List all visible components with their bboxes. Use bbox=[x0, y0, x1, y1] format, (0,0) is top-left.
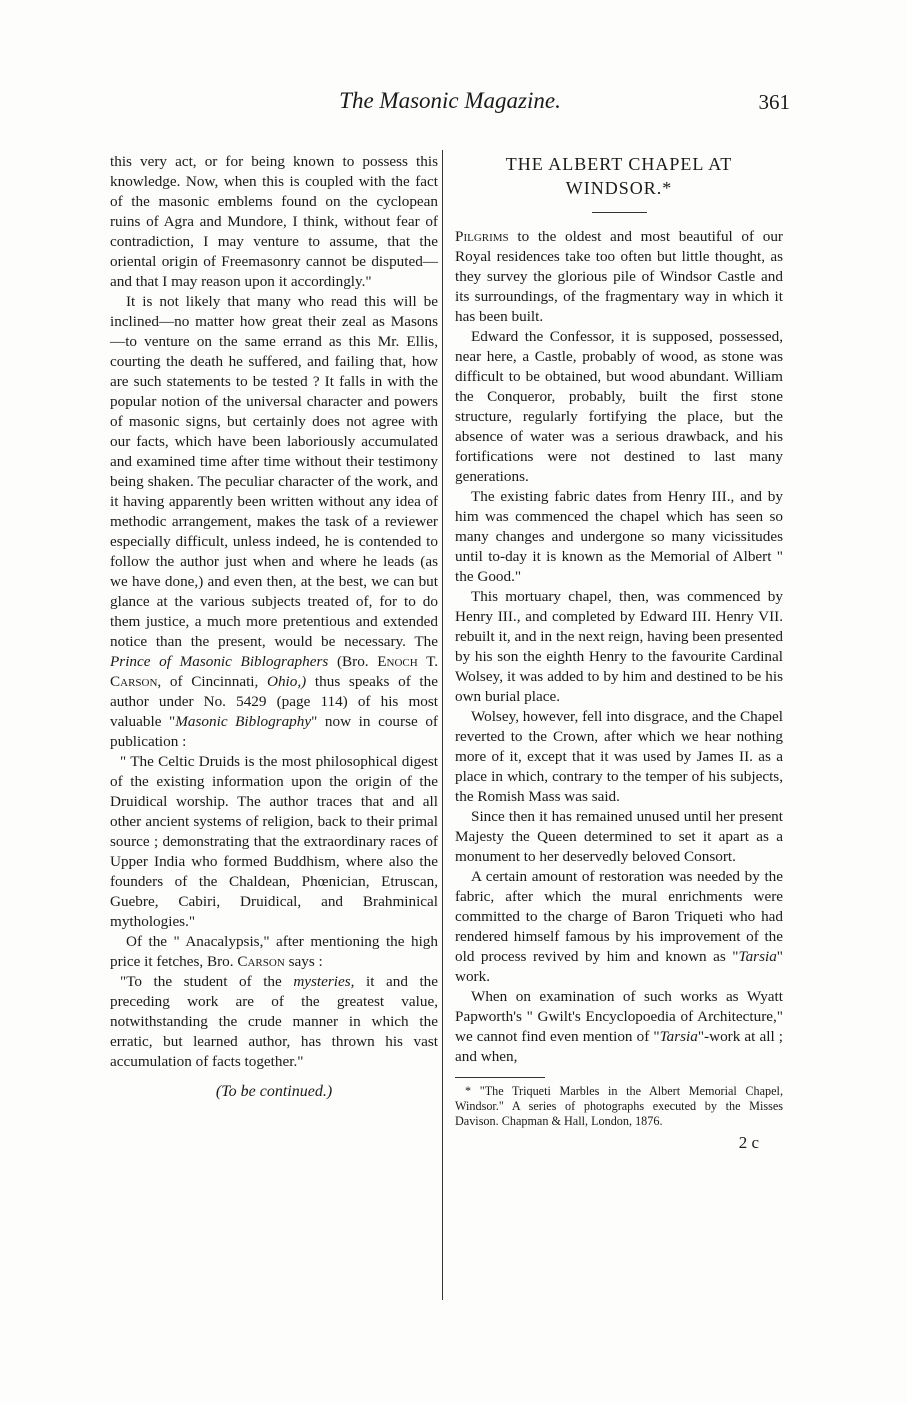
right-p8-text-a: When on examination of such works as Wyatt Papworth's " Gwilt's Encyclopoedia of Architecture," we cannot find even mention of " bbox=[455, 988, 783, 1045]
right-paragraph-2: Edward the Confessor, it is supposed, possessed, near here, a Castle, probably of wood, as stone was difficult to be obtained, but wood abundant. William the Conqueror, probably, built the first stone structure, regularly fortifying the place, but the absence of water was a serious drawback, and his fortifications were not destined to last many generations. bbox=[455, 328, 783, 485]
right-paragraph-1 bbox=[455, 227, 783, 327]
right-p8-italic: Tarsia bbox=[659, 1028, 698, 1045]
right-paragraph-5: Wolsey, however, fell into disgrace, and the Chapel reverted to the Crown, after which we hear nothing more of it, except that it was used by James II. as a place in which, contrary to the temper of his subjects, the Romish Mass was said. bbox=[455, 708, 783, 805]
right-p1-text: to the oldest and most beautiful of our Royal residences take too often but little thought, as they survey the glorious pile of Windsor Castle and its surroundings, of the fragmentary way in which it has been built. bbox=[455, 228, 783, 325]
right-p7-text-a: A certain amount of restoration was needed by the fabric, after which the mural enrichments were committed to the charge of Baron Triqueti who had rendered himself famous by his improvement of the old process revived by him and known as " bbox=[455, 868, 783, 965]
right-p8-text-b: "-work at all ; and when, bbox=[455, 1028, 783, 1065]
to-be-continued: (To be continued.) bbox=[215, 1083, 333, 1100]
heading-rule bbox=[592, 212, 647, 213]
left-p4-text-b: says : bbox=[288, 953, 323, 970]
left-p2-text-d: thus speaks of the author under No. 5429 (page 114) of his most valuable " bbox=[110, 673, 438, 730]
footnote: * "The Triqueti Marbles in the Albert Memorial Chapel, Windsor." A series of photographs executed by the Misses Davison. Chapman & Hall, London, 1876. bbox=[455, 1084, 783, 1128]
left-p2-italic-2: Ohio,) bbox=[267, 673, 307, 690]
article-heading: THE ALBERT CHAPEL AT WINDSOR.* bbox=[505, 154, 733, 198]
footnote-rule bbox=[455, 1077, 545, 1078]
left-p4-smallcaps: Carson bbox=[237, 953, 285, 970]
right-p1-smallcaps: Pilgrims bbox=[455, 228, 509, 245]
left-p2-text-a: It is not likely that many who read this will be inclined—no matter how great their zeal as Masons—to venture on the same errand as this Mr. Ellis, courting the death he suffered, and failing that, how are such statements to be tested ? It falls in with the popular notion of the universal character and powers of masonic signs, but certainly does not agree with our facts, which have been laboriously accumulated and examined time after time without their testimony being shaken. The peculiar character of the work, and it having apparently been written without any idea of methodic arrangement, makes the task of a reviewer especially difficult, unless indeed, he is contended to follow the author just when and where he leads (as we have done,) and even then, at the best, we can but glance at the various subjects treated of, for to do them justice, a much more pretentious and extended notice than the present, would be necessary. The bbox=[110, 293, 438, 650]
right-p7-text-b: " work. bbox=[455, 948, 783, 985]
right-paragraph-3: The existing fabric dates from Henry III., and by him was commenced the chapel which has seen so many changes and undergone so many vicissitudes until to-day it is known as the Memorial of Albert " the Good." bbox=[455, 488, 783, 585]
left-p4-text-a: Of the " Anacalypsis," after mentioning the high price it fetches, Bro. bbox=[110, 933, 438, 970]
right-paragraph-7 bbox=[455, 867, 783, 987]
left-column bbox=[110, 152, 438, 1102]
right-column bbox=[455, 152, 783, 1153]
magazine-title: The Masonic Magazine. bbox=[339, 88, 561, 113]
left-p5-text-a: "To the student of the bbox=[120, 973, 282, 990]
left-p2-italic-1: Prince of Masonic Biblographers bbox=[110, 653, 329, 670]
left-paragraph-4 bbox=[110, 932, 438, 972]
left-paragraph-2 bbox=[110, 292, 438, 752]
right-paragraph-6: Since then it has remained unused until her present Majesty the Queen determined to set it apart as a monument to her deservedly beloved Consort. bbox=[455, 808, 783, 865]
page-number: 361 bbox=[758, 90, 790, 114]
left-p5-italic: mysteries, bbox=[293, 973, 355, 990]
left-paragraph-3: " The Celtic Druids is the most philosophical digest of the existing information upon the origin of the Druidical worship. The author traces that and all other ancient systems of religion, back to their primal source ; demonstrating that the extraordinary races of Upper India who formed Buddhism, where also the founders of the Chaldean, Phœnician, Etruscan, Guebre, Cabiri, Druidical, and Brahminical mythologies." bbox=[110, 753, 438, 930]
right-paragraph-8 bbox=[455, 987, 783, 1067]
right-paragraph-4: This mortuary chapel, then, was commenced by Henry III., and completed by Edward III. Henry VII. rebuilt it, and in the next reign, having been presented by his son the eighth Henry to the favourite Cardinal Wolsey, it was added to by him and destined to be his own burial place. bbox=[455, 588, 783, 705]
left-p2-text-e: " now in course of publication : bbox=[110, 713, 438, 750]
left-p2-text-c: , of Cincinnati, bbox=[157, 673, 259, 690]
left-p2-smallcaps: Enoch T. Carson bbox=[110, 653, 439, 690]
signature-mark: 2 c bbox=[738, 1133, 759, 1152]
left-paragraph-5 bbox=[110, 972, 438, 1072]
left-paragraph-1: this very act, or for being known to possess this knowledge. Now, when this is coupled with the fact of the masonic emblems found on the cyclopean ruins of Agra and Mundore, I think, without fear of contradiction, I may venture to assume, that the oriental origin of Freemasonry cannot be disputed—and that I may reason upon it accordingly." bbox=[110, 153, 438, 290]
left-p2-text-b: (Bro. bbox=[336, 653, 369, 670]
left-p5-text-b: it and the preceding work are of the greatest value, notwithstanding the crude manner in which the erratic, but learned author, has thrown his vast accumulation of facts together." bbox=[110, 973, 438, 1070]
right-p7-italic: Tarsia bbox=[738, 948, 777, 965]
running-header bbox=[110, 88, 790, 118]
left-p2-italic-3: Masonic Biblography bbox=[175, 713, 312, 730]
column-divider bbox=[442, 150, 443, 1300]
